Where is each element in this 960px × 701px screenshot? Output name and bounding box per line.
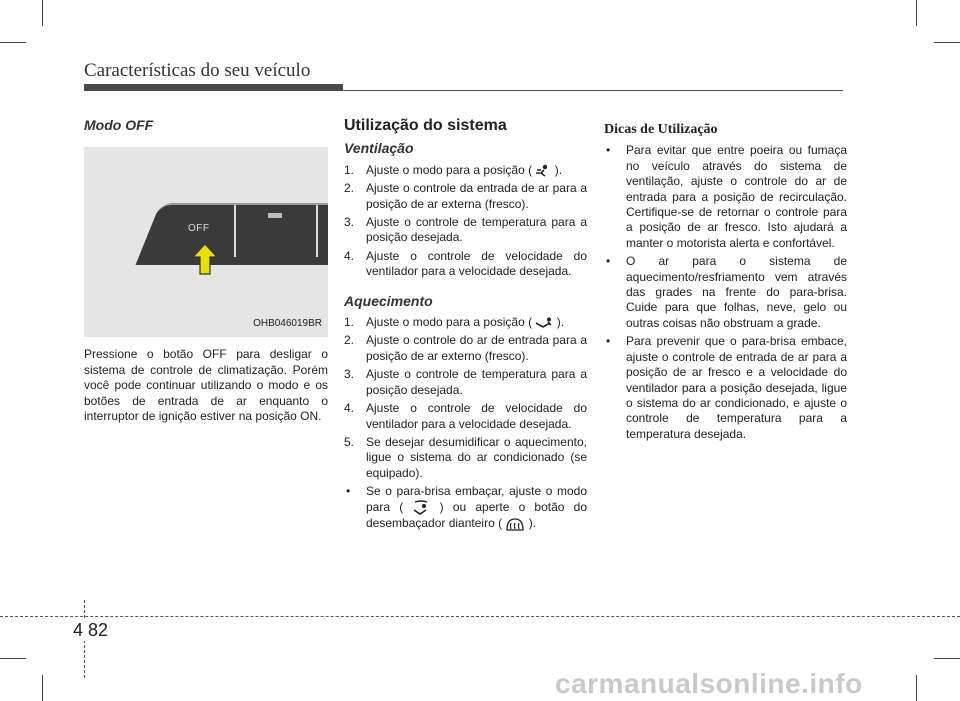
- list-item: 5. Se desejar desumidificar o aquecimento, ligue o sistema do ar condicionado (se equipado).: [344, 434, 587, 480]
- list-item: 3. Ajuste o controle de temperatura para a posição desejada.: [344, 367, 587, 397]
- header-rule: [343, 90, 843, 91]
- floor-mode-icon: [535, 317, 553, 329]
- crop-mark: [916, 675, 917, 701]
- watermark: carmanualsonline.info: [555, 668, 863, 699]
- crop-mark: [0, 42, 26, 43]
- section-title: Características do seu veículo: [84, 60, 311, 81]
- up-arrow-icon: [192, 243, 218, 275]
- list-item: 4. Ajuste o controle de velocidade do ventilador para a velocidade desejada.: [344, 248, 587, 279]
- list-item: • Para evitar que entre poeira ou fumaça no veículo através do sistema de ventilação, ajuste o controle do ar de entrada para a posição de recirculação. Certifique-se de retornar o controle para a posição de ar fresco. Isto ajudará a manter o motorista alerta e confortável.: [606, 143, 847, 250]
- list-item: 1. Ajuste o modo para a posição ( ).: [344, 162, 563, 177]
- column-dicas: [604, 118, 847, 445]
- list-item: 2. Ajuste o controle do ar de entrada para a posição de ar externo (fresco).: [344, 333, 587, 363]
- list-item: • O ar para o sistema de aquecimento/resfriamento vem através das grades na frente do para-brisa. Cuide para que folhas, neve, gelo ou outras coisas não obstruam a grade.: [606, 254, 847, 330]
- list-item: 1. Ajuste o modo para a posição ( ).: [344, 315, 565, 330]
- list-item: 4. Ajuste o controle de velocidade do ventilador para a velocidade desejada.: [344, 401, 587, 431]
- modo-off-heading: Modo OFF: [84, 117, 154, 133]
- dicas-heading: Dicas de Utilização: [604, 122, 718, 137]
- control-panel-photo: [84, 147, 328, 337]
- front-defrost-icon: [505, 516, 525, 532]
- page-number: 4 82: [73, 620, 109, 640]
- crop-mark: [934, 658, 960, 659]
- aquecimento-bullet: [344, 484, 587, 531]
- panel-divider: [234, 205, 236, 257]
- crop-mark: [42, 675, 43, 701]
- ventilacao-steps: [344, 163, 587, 280]
- floor-defrost-mode-icon: [412, 500, 430, 516]
- header-bar: [84, 84, 343, 91]
- footer-rule: [0, 616, 960, 617]
- panel-divider: [316, 205, 318, 257]
- indicator-led: [268, 213, 282, 218]
- off-button-label: OFF: [188, 223, 210, 235]
- dicas-list: [604, 143, 847, 442]
- face-vent-mode-icon: [535, 164, 551, 178]
- crop-mark: [42, 0, 43, 26]
- utilizacao-heading: Utilização do sistema: [344, 117, 507, 134]
- list-item: 2. Ajuste o controle da entrada de ar para a posição de ar externa (fresco).: [344, 181, 587, 211]
- column-modo-off: [84, 118, 328, 424]
- crop-mark: [916, 0, 917, 26]
- climate-panel: [135, 203, 328, 265]
- list-item: • Se o para-brisa embaçar, ajuste o modo para ( ) ou aperte o botão do desembaçador dianteiro ( ).: [346, 484, 588, 530]
- column-utilizacao: [344, 118, 587, 535]
- photo-code: OHB046019BR: [253, 318, 322, 329]
- list-item: 3. Ajuste o controle de temperatura para a posição desejada.: [344, 215, 587, 245]
- crop-mark: [934, 42, 960, 43]
- modo-off-paragraph: Pressione o botão OFF para desligar o sistema de controle de climatização. Porém você pode continuar utilizando o modo e os botões de entrada de ar enquanto o interruptor de ignição estiver na posição ON.: [84, 347, 328, 424]
- list-item: • Para prevenir que o para-brisa embace, ajuste o controle de entrada de ar para a posição de ar fresco e a velocidade do ventilador para a posição desejada, ligue o sistema do ar condicionado, e ajuste o controle de temperatura para a temperatura desejada.: [606, 334, 847, 441]
- aquecimento-heading: Aquecimento: [344, 292, 433, 309]
- aquecimento-steps: [344, 315, 587, 481]
- ventilacao-heading: Ventilação: [344, 140, 414, 157]
- crop-mark: [0, 658, 26, 659]
